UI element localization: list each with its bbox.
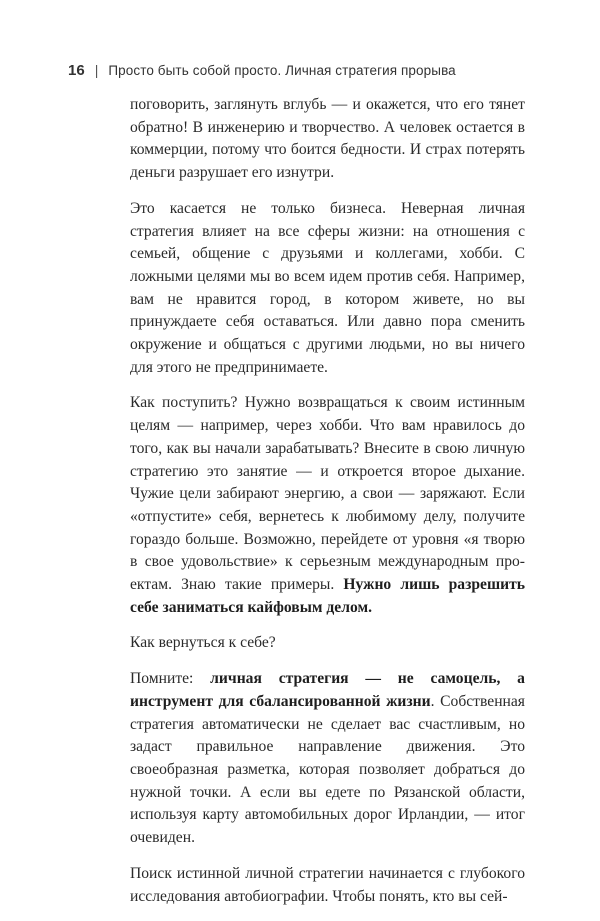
text-run: . Собственная стратегия автоматически не сделает вас счастливым, но задаст правильное направление движения. Это своеобразная разметка, которая позволяет добраться до нужной точки. А если вы едете по Рязанской области, используя карту автомобильных дорог Ирландии, — итог очевиден. bbox=[130, 692, 525, 847]
body-text bbox=[130, 94, 525, 921]
paragraph bbox=[130, 94, 525, 185]
paragraph bbox=[130, 198, 525, 380]
running-header bbox=[68, 62, 456, 79]
paragraph bbox=[130, 668, 525, 850]
text-run: Помните: bbox=[130, 670, 211, 688]
text-run: поговорить, заглянуть вглубь — и окажется, что его тянет обратно! В инженерию и творчество. А человек остается в коммерции, потому что боится бедности. И страх потерять деньги разрушает его изнутри. bbox=[130, 96, 525, 182]
paragraph bbox=[130, 392, 525, 619]
page-number: 16 bbox=[68, 62, 85, 79]
bold-text-run: Нужно лишь разрешить себе заниматься кайфовым делом. bbox=[130, 576, 525, 616]
paragraph bbox=[130, 863, 525, 908]
text-run: Как поступить? Нужно возвращаться к своим истинным целям — например, через хобби. Что вам нравилось до того, как вы начали зарабатывать? Внесите в свою личную стратегию это занятие — и откроется второе дыхание. Чужие цели забирают энергию, а свои — заряжают. Если «отпустите» себя, вернетесь к любимому делу, получите гораздо больше. Возможно, перейдете от уровня «я творю в свое удовольствие» к серьезным международным проектам. Знаю такие примеры. bbox=[130, 394, 525, 594]
text-run: Как вернуться к себе? bbox=[130, 634, 276, 652]
header-separator: | bbox=[94, 62, 99, 78]
text-run: Поиск истинной личной стратегии начинается с глубокого исследования автобиографии. Чтобы понять, кто вы сей- bbox=[130, 864, 525, 905]
running-title: Просто быть собой просто. Личная стратегия прорыва bbox=[108, 63, 456, 78]
text-run: Это касается не только бизнеса. Неверная личная стратегия влияет на все сферы жизни: на отношения с семьей, общение с друзьями и коллегами, хобби. С ложными целями мы во всем идем против себя. Например, вам не нравится город, в котором живете, но вы принуждаете себя оставаться. Или давно пора сменить окружение и общаться с другими людьми, но вы ничего для этого не предпринимаете. bbox=[130, 199, 525, 376]
paragraph bbox=[130, 632, 525, 655]
bold-text-run: личная стратегия — не самоцель, а инструмент для сбалансированной жизни bbox=[130, 670, 525, 710]
